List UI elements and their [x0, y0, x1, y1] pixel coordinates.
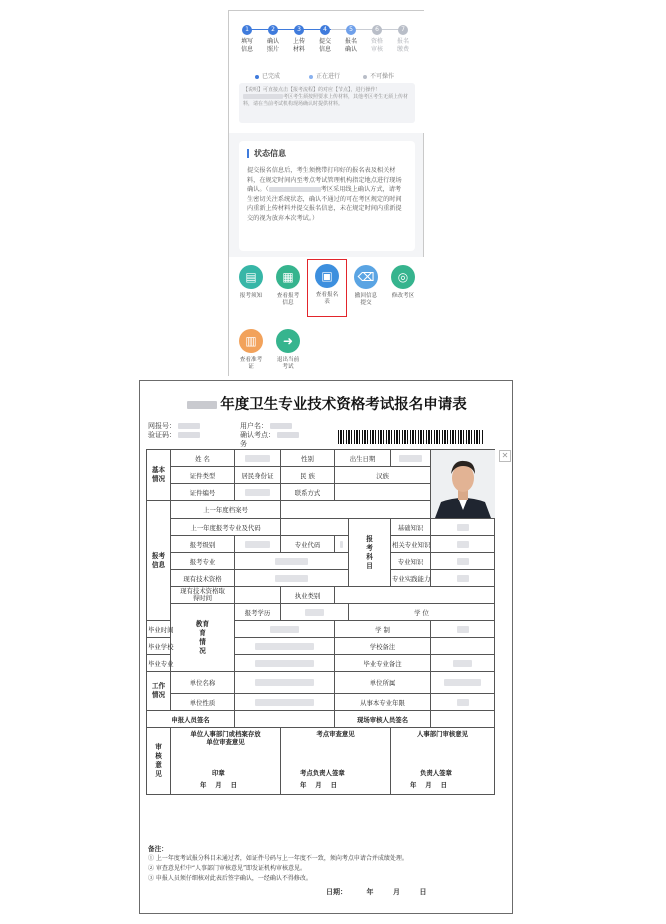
value-practice-type	[335, 587, 495, 604]
withdraw-submission-button[interactable]: ⌫ 撤回信息 提交	[348, 265, 384, 307]
view-exam-info-button[interactable]: ▦ 查看报考 信息	[270, 265, 306, 307]
value-review-sign[interactable]	[431, 711, 495, 728]
label-school: 毕业学校	[147, 638, 171, 655]
step-confirm-photo[interactable]: 2 确认 照片	[266, 26, 279, 53]
value-degree-edu	[281, 604, 349, 621]
value-system	[431, 621, 495, 638]
label-spec-knowledge: 专业知识	[391, 553, 431, 570]
legend-done: 已完成	[255, 71, 280, 80]
label-applicant-sign: 申报人员签名	[147, 711, 235, 728]
value-grad-time	[235, 621, 335, 638]
label-unit-type: 单位性质	[171, 694, 235, 711]
label-school-note: 学校备注	[335, 638, 431, 655]
close-icon[interactable]: ✕	[499, 450, 511, 462]
exit-icon: ➜	[276, 329, 300, 353]
form-title: 年度卫生专业技术资格考试报名申请表	[140, 393, 514, 414]
note-1: ① 上一年度考试报分科目未通过者，如证件号码与上一年度不一致，须向考点申请合并成绩处理。	[148, 855, 408, 862]
label-basic-knowledge: 基础知识	[391, 519, 431, 536]
note-2: ② 审查意见栏中“人事部门审核意见”即发证机构审核意见。	[148, 865, 307, 872]
label-major-note: 毕业专业备注	[335, 655, 431, 672]
section-approval: 审 核 意 见	[147, 728, 171, 795]
label-system: 学 制	[335, 621, 431, 638]
phone-screenshot	[228, 10, 424, 376]
section-education: 教育 育 情 况	[171, 604, 235, 672]
registration-form-document	[139, 380, 513, 914]
value-related-knowledge	[431, 536, 495, 553]
label-unit-name: 单位名称	[171, 672, 235, 694]
section-subjects: 报 考 科 目	[349, 519, 391, 587]
section-work: 工作 情况	[147, 672, 171, 711]
value-applicant-sign[interactable]	[235, 711, 335, 728]
change-exam-area-button[interactable]: ◎ 修改考区	[385, 265, 421, 300]
label-qual-time: 现有技术资格取 得时间	[171, 587, 235, 604]
verify-code-label: 验证码：	[148, 430, 200, 440]
value-unit-name	[235, 672, 335, 694]
label-id-no: 证件编号	[171, 484, 235, 501]
label-grad-time: 毕业时间	[147, 621, 171, 638]
admission-ticket-icon: ▥	[239, 329, 263, 353]
label-years: 从事本专业年限	[335, 694, 431, 711]
note-3: ③ 申报人员须仔细核对此表后签字确认，一经确认不得修改。	[148, 875, 312, 882]
value-school-note	[431, 638, 495, 655]
step-payment: 7 报名 缴费	[396, 26, 409, 53]
value-current-qual	[235, 570, 349, 587]
value-last-year-no	[281, 501, 431, 519]
value-major	[235, 655, 335, 672]
value-contact	[335, 484, 431, 501]
confirm-site-tail: 务	[240, 440, 247, 448]
label-level: 报考级别	[171, 536, 235, 553]
value-qual-time	[235, 587, 281, 604]
label-last-year-no: 上一年度档案号	[171, 501, 281, 519]
instruction-tip: 【说明】可直接点击【报考流程】的对应【节点】，进行操作！考区考生须按照要求上传材料，其他考区考生无须上传材料，请在当前考试机构现场确认时提供材料。	[239, 83, 415, 123]
form-table	[146, 449, 495, 795]
net-no-label: 网报号：	[148, 421, 200, 431]
approval-site-cell: 考点审查意见 考点负责人签章 年 月 日	[281, 728, 391, 795]
section-basic: 基本 情况	[147, 450, 171, 501]
label-birth: 出生日期	[335, 450, 391, 467]
view-admission-ticket-button[interactable]: ▥ 查看准考 证	[233, 329, 269, 371]
step-fill-info[interactable]: 1 填写 信息	[240, 26, 253, 53]
info-doc-icon: ▦	[276, 265, 300, 289]
progress-steps-card	[229, 11, 425, 133]
approval-unit-cell: 单位人事部门或档案存放 单位审查意见 印章 年 月 日	[171, 728, 281, 795]
label-id-type: 证件类型	[171, 467, 235, 484]
value-birth	[391, 450, 431, 467]
label-gender: 性别	[281, 450, 335, 467]
label-review-sign: 现场审核人员签名	[335, 711, 431, 728]
value-id-type: 居民身份证	[235, 467, 281, 484]
value-school	[235, 638, 335, 655]
label-practice: 专业实践能力	[391, 570, 431, 587]
value-spec-code	[335, 536, 349, 553]
label-name: 姓 名	[171, 450, 235, 467]
legend-current: 正在进行	[309, 71, 340, 80]
label-unit-loc: 单位所属	[335, 672, 431, 694]
value-unit-loc	[431, 672, 495, 694]
label-last-year-code: 上一年度报考专业及代码	[171, 519, 281, 536]
photo	[431, 450, 495, 519]
label-degree-edu: 报考学历	[235, 604, 281, 621]
label-ethnic: 民 族	[281, 467, 335, 484]
value-basic-knowledge	[431, 519, 495, 536]
label-spec-code: 专业代码	[281, 536, 335, 553]
step-upload-materials[interactable]: 3 上传 材料	[292, 26, 305, 53]
label-contact: 联系方式	[281, 484, 335, 501]
step-submit-info[interactable]: 4 提交 信息	[318, 26, 331, 53]
value-name	[235, 450, 281, 467]
value-level	[235, 536, 281, 553]
label-practice-type: 执业类别	[281, 587, 335, 604]
value-ethnic: 汉族	[335, 467, 431, 484]
notice-icon: ▤	[239, 265, 263, 289]
value-spec-knowledge	[431, 553, 495, 570]
label-related-knowledge: 相关专业知识	[391, 536, 431, 553]
print-form-icon: ▣	[315, 264, 339, 288]
applicant-photo-icon	[431, 450, 495, 518]
status-text: 提交报名信息后，考生须携带打印好的报名表及相关材料，在规定时间内至考点考试管理机构指定地点进行现场确认。（ 考区采用线上确认方式，请考生密切关注系统状态，确认不通过的可在考区规定的时间内重新上传材料并提交报名信息，未在规定时间内重新提交的视为放弃本次考试。）	[247, 167, 402, 222]
form-notes	[148, 844, 504, 884]
legend-disabled: 不可操作	[363, 71, 394, 80]
value-major-note	[431, 655, 495, 672]
exam-notice-button[interactable]: ▤ 报考须知	[233, 265, 269, 300]
value-id-no	[235, 484, 281, 501]
label-spec: 报考专业	[171, 553, 235, 570]
value-last-year-code	[281, 519, 349, 536]
form-date: 日期： 年 月 日	[326, 887, 427, 896]
exit-exam-button[interactable]: ➜ 退出当前 考试	[270, 329, 306, 371]
step-registration-confirm[interactable]: 5 报名 确认	[344, 26, 357, 53]
label-degree: 学 位	[349, 604, 495, 621]
function-grid	[229, 257, 425, 377]
section-exam-info: 报考 信息	[147, 501, 171, 621]
value-unit-type	[235, 694, 335, 711]
step-qualification-review: 6 资格 审核	[370, 26, 383, 53]
confirm-site-label: 确认考点：	[240, 430, 299, 440]
notes-title: 备注：	[148, 845, 168, 853]
label-major: 毕业专业	[147, 655, 171, 672]
label-current-qual: 现有技术资格	[171, 570, 235, 587]
view-registration-form-button[interactable]: ▣ 查看报名 表	[307, 259, 347, 317]
status-title: 状态信息	[247, 149, 407, 158]
approval-hr-cell: 人事部门审核意见 负责人签章 年 月 日	[391, 728, 495, 795]
value-spec	[235, 553, 349, 570]
withdraw-icon: ⌫	[354, 265, 378, 289]
barcode	[338, 430, 484, 444]
location-icon: ◎	[391, 265, 415, 289]
status-info-card	[239, 141, 415, 251]
value-practice	[431, 570, 495, 587]
username-label: 用户名：	[240, 421, 292, 431]
value-years	[431, 694, 495, 711]
